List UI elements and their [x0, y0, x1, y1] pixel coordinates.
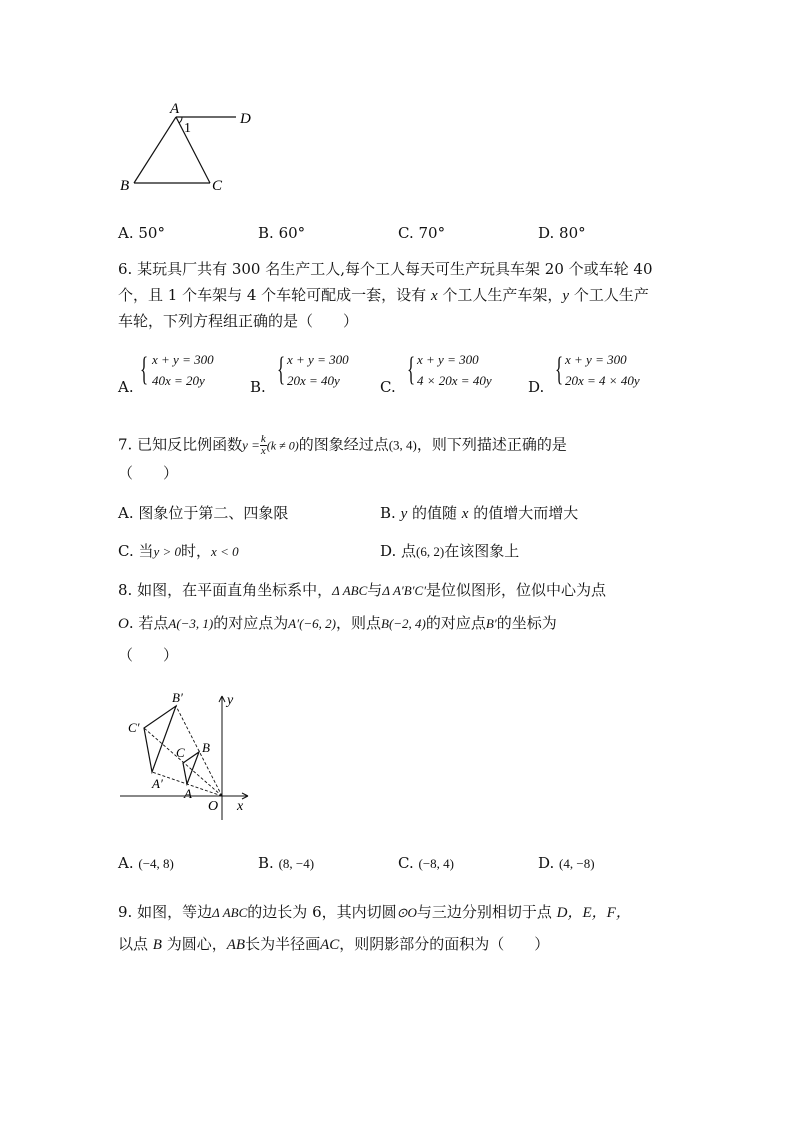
q8-line-1	[118, 580, 606, 601]
label-x: x	[237, 799, 244, 814]
q9-text: 9. 如图，等边	[118, 903, 213, 921]
point-b: B	[152, 937, 162, 953]
point-b: B(−2, 4)	[381, 616, 426, 631]
triangle-abc: Δ ABC	[332, 583, 368, 598]
q8-text: ，则点	[336, 614, 382, 632]
equation-1: x + y = 300	[417, 352, 479, 367]
q6-option-b[interactable]	[250, 350, 390, 396]
label-C-prime: C′	[128, 720, 140, 735]
angle-mark-1	[179, 117, 182, 123]
q8-text: 的对应点	[425, 614, 486, 632]
q9-line-1	[118, 902, 631, 923]
q6-text: 个，且 1 个车架与 4 个车轮可配成一套，设有	[118, 286, 431, 304]
q6-line-1: 6. 某玩具厂共有 300 名生产工人,每个工人每天可生产玩具车架 20 个或车轮 40	[118, 260, 653, 278]
option-letter: D.	[528, 378, 545, 396]
q7-function: y =	[242, 437, 260, 453]
q9-text: 长为半径画	[245, 935, 321, 953]
option-text: 的值随	[407, 504, 462, 522]
equation-1: x + y = 300	[565, 352, 627, 367]
option-value: 60°	[278, 224, 306, 242]
q9-text: ，则阴影部分的面积为（ ）	[339, 935, 550, 953]
var-x: x	[430, 288, 438, 304]
option-value: (−4, 8)	[138, 856, 174, 871]
option-text: 在该图象上	[444, 542, 520, 560]
q8-text: 是位似图形，位似中心为点	[426, 581, 607, 599]
q8-paren: （ ）	[118, 646, 179, 664]
q8-option-b[interactable]	[258, 854, 314, 872]
q7-stem	[118, 434, 567, 457]
option-value: 80°	[559, 224, 586, 242]
option-value: (−8, 4)	[418, 856, 454, 871]
q5-option-b[interactable]	[258, 224, 305, 242]
label-C: C	[212, 178, 223, 194]
q9-text: 以点	[118, 935, 153, 953]
q7-text: 的图象经过点	[298, 435, 389, 454]
q7-point: (3, 4)	[388, 437, 417, 453]
q6-text: 个工人生产车架，	[437, 286, 563, 304]
option-text: C. 当	[118, 542, 154, 560]
q7-text: ，则下列描述正确的是	[416, 435, 567, 454]
segment-ab: AB	[226, 937, 246, 953]
result: x < 0	[211, 544, 239, 559]
point-o: O	[118, 616, 129, 632]
q8-option-a[interactable]	[118, 854, 174, 872]
label-B: B	[120, 178, 130, 194]
q7-option-a[interactable]: A. 图象位于第二、四象限	[118, 504, 289, 522]
coordinate-figure-q8	[110, 688, 260, 828]
point-a: A(−3, 1)	[168, 616, 214, 631]
q8-text: 与	[367, 581, 383, 599]
q6-option-a[interactable]	[118, 350, 258, 396]
option-letter: C.	[380, 378, 396, 396]
label-A-prime: A′	[152, 776, 163, 791]
q8-text: 的对应点为	[213, 614, 289, 632]
equation-2: 4 × 20x = 40y	[417, 373, 492, 388]
q5-option-c[interactable]	[398, 224, 445, 242]
triangle-abc: Δ ABC	[212, 905, 248, 920]
q8-text: . 若点	[128, 614, 169, 632]
brace-icon: {	[407, 351, 416, 388]
triangle-abc	[183, 752, 199, 784]
q8-text: 的坐标为	[496, 614, 557, 632]
label-D: D	[240, 111, 251, 127]
q6-text: 个工人生产	[569, 286, 649, 304]
equation-1: x + y = 300	[152, 352, 214, 367]
label-B: B	[202, 740, 210, 755]
q8-line-2	[118, 613, 557, 634]
equation-2: 20x = 40y	[287, 373, 340, 388]
triangle-abc-prime: Δ A′B′C′	[382, 583, 427, 598]
option-value: (4, −8)	[559, 856, 595, 871]
triangle-a-prime-b-prime-c-prime	[144, 706, 176, 772]
tangent-points: D，E，F，	[556, 905, 631, 921]
circle-o: ⊙O	[396, 905, 417, 920]
q6-line-3: 车轮，下列方程组正确的是（ ）	[118, 312, 359, 330]
q9-text: 为圆心，	[161, 935, 227, 953]
option-text: D. 点	[380, 542, 417, 560]
label-A: A	[170, 101, 180, 117]
q8-text: 8. 如图，在平面直角坐标系中，	[118, 581, 333, 599]
option-value: 50°	[138, 224, 165, 242]
option-letter: B.	[258, 854, 274, 872]
q8-option-d[interactable]	[538, 854, 595, 872]
var-y: y	[400, 506, 408, 522]
label-A: A	[184, 786, 192, 801]
q5-option-a[interactable]	[118, 224, 165, 242]
label-B-prime: B′	[172, 690, 183, 705]
q7-fraction	[260, 434, 267, 457]
segment-AC	[176, 117, 210, 183]
fraction-numerator: k	[260, 433, 266, 445]
option-letter: C.	[398, 854, 414, 872]
option-value: (8, −4)	[278, 856, 315, 871]
point-b-prime: B′	[485, 616, 497, 631]
condition: y > 0	[153, 544, 182, 559]
fraction-denominator: x	[260, 445, 266, 457]
q7-condition: (k ≠ 0)	[266, 438, 299, 453]
q9-line-2	[118, 934, 549, 955]
q7-option-b[interactable]	[380, 503, 578, 524]
equation-2: 40x = 20y	[152, 373, 205, 388]
label-C: C	[176, 745, 185, 760]
q7-option-c[interactable]	[118, 541, 239, 562]
var-y: y	[562, 288, 570, 304]
option-text: 时，	[181, 542, 212, 560]
segment-AB	[134, 117, 176, 183]
q9-text: 的边长为 6，其内切圆	[247, 903, 397, 921]
option-text: B.	[380, 504, 401, 522]
option-letter: A.	[118, 224, 134, 242]
equation-2: 20x = 4 × 40y	[565, 373, 640, 388]
option-text: 的值增大而增大	[468, 504, 579, 522]
equation-1: x + y = 300	[287, 352, 349, 367]
option-letter: C.	[398, 224, 414, 242]
point: (6, 2)	[416, 544, 445, 559]
q7-option-d[interactable]	[380, 541, 519, 562]
q7-paren: （ ）	[118, 464, 179, 482]
q8-option-c[interactable]	[398, 854, 454, 872]
option-value: 70°	[418, 224, 446, 242]
option-letter: D.	[538, 854, 555, 872]
option-letter: B.	[250, 378, 266, 396]
q5-option-d[interactable]	[538, 224, 586, 242]
option-letter: D.	[538, 224, 555, 242]
q7-text: 7. 已知反比例函数	[118, 435, 243, 454]
option-letter: A.	[118, 854, 134, 872]
point-a-prime: A′(−6, 2)	[288, 616, 336, 631]
triangle-figure-q5	[110, 95, 270, 205]
option-letter: B.	[258, 224, 274, 242]
brace-icon: {	[140, 351, 149, 388]
brace-icon: {	[277, 351, 286, 388]
q9-text: 与三边分别相切于点	[416, 903, 557, 921]
q6-option-d[interactable]	[528, 350, 678, 396]
q6-line-2	[118, 285, 649, 306]
label-angle-1: 1	[184, 121, 191, 136]
var-x: x	[461, 506, 469, 522]
option-letter: A.	[118, 378, 134, 396]
brace-icon: {	[555, 351, 564, 388]
label-O: O	[208, 799, 219, 814]
arc-ac: AC	[320, 937, 340, 953]
q6-option-c[interactable]	[380, 350, 520, 396]
label-y: y	[227, 693, 234, 708]
